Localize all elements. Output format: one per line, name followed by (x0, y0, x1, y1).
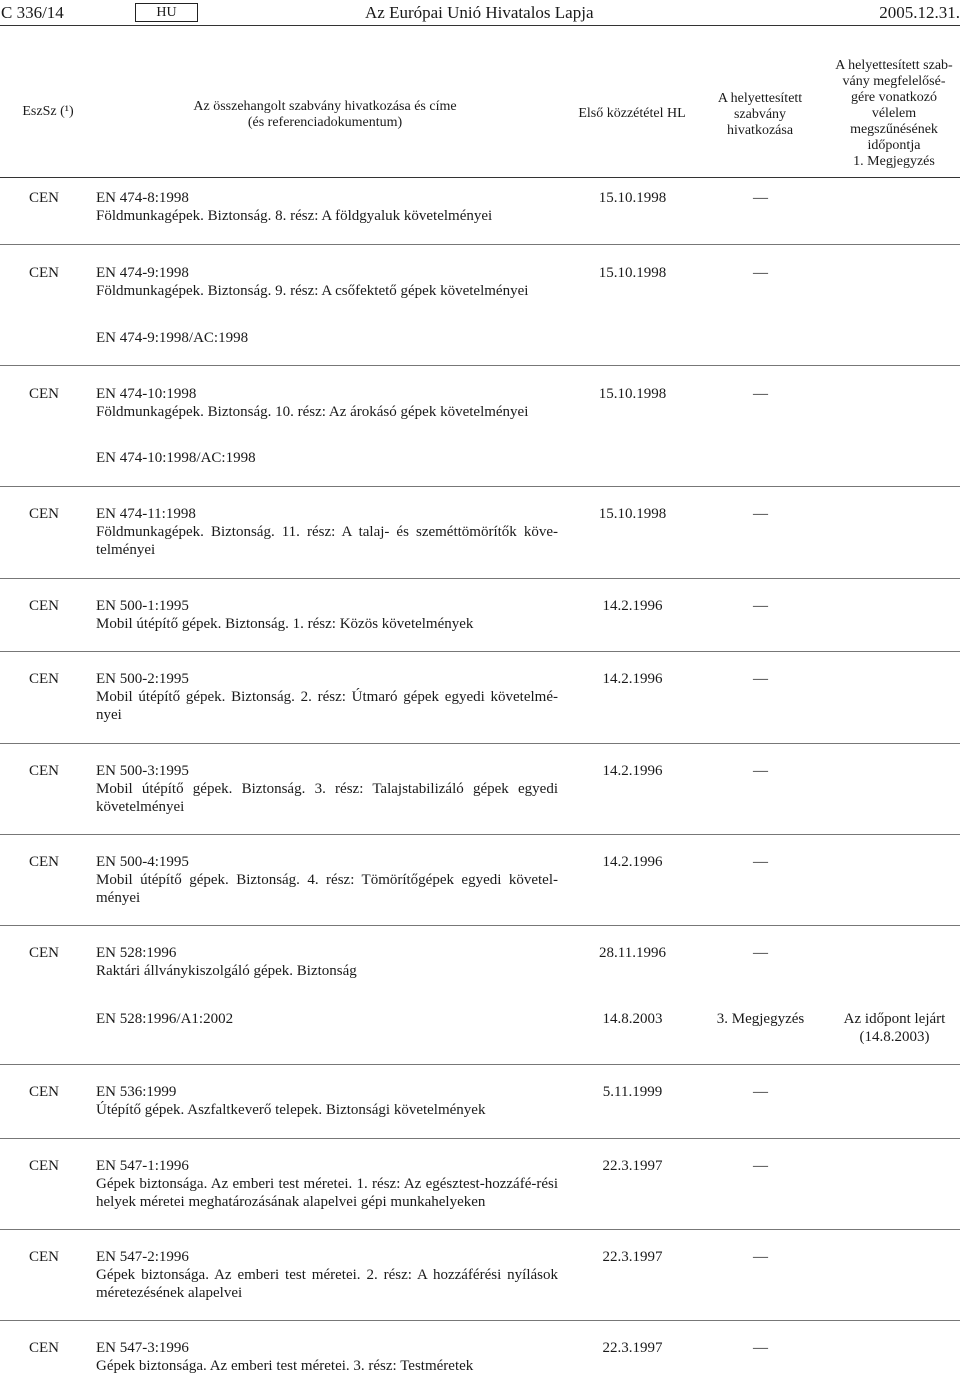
replaced-standard-ref: — (753, 1084, 768, 1100)
standard-title: Gépek biztonsága. Az emberi test méretei. 3. rész: Testméretek (96, 1358, 474, 1374)
standard-code: EN 547-3:1996 (96, 1340, 189, 1356)
header-rule (0, 25, 960, 26)
standard-code: EN 547-1:1996 (96, 1158, 189, 1174)
row-separator (0, 1229, 960, 1230)
org-code: CEN (29, 854, 59, 870)
standard-description (96, 670, 558, 724)
standard-description (96, 1010, 558, 1028)
row-separator (0, 1064, 960, 1065)
row-separator (0, 1320, 960, 1321)
amendment-code: EN 528:1996/A1:2002 (96, 1011, 234, 1027)
standard-title: Földmunkagépek. Biztonság. 9. rész: A csőfektető gépek követelményei (96, 283, 529, 299)
org-code: CEN (29, 1084, 59, 1100)
first-publication-date: 15.10.1998 (598, 190, 667, 206)
standard-title: Mobil útépítő gépek. Biztonság. 1. rész: Közös követelmények (96, 616, 474, 632)
first-publication-date: 14.8.2003 (602, 1011, 663, 1027)
row-separator (0, 578, 960, 579)
replaced-standard-ref: — (753, 265, 768, 281)
org-code: CEN (29, 190, 59, 206)
replaced-standard-ref: — (753, 386, 768, 402)
standard-description (96, 449, 558, 467)
org-code: CEN (29, 265, 59, 281)
standard-description (96, 385, 558, 421)
org-code: CEN (29, 1340, 59, 1356)
standard-description (96, 329, 558, 347)
replaced-standard-ref: — (753, 598, 768, 614)
col-header-replaced-ref: A helyettesített szabvány hivatkozása (717, 91, 803, 138)
standard-title: Földmunkagépek. Biztonság. 8. rész: A földgyaluk követelményei (96, 208, 493, 224)
row-separator (0, 651, 960, 652)
first-publication-date: 15.10.1998 (598, 386, 667, 402)
first-publication-date: 15.10.1998 (598, 506, 667, 522)
org-code: CEN (29, 1249, 59, 1265)
first-publication-date: 14.2.1996 (602, 671, 663, 687)
standard-description (96, 1339, 558, 1375)
journal-title: Az Európai Unió Hivatalos Lapja (365, 3, 594, 22)
page-reference: C 336/14 (1, 3, 64, 22)
org-code: CEN (29, 671, 59, 687)
standard-description (96, 853, 558, 907)
standard-title: Mobil útépítő gépek. Biztonság. 4. rész: Tömörítőgépek egyedi követel-ményei (96, 872, 558, 906)
col-header-first-pub: Első közzététel HL (578, 106, 686, 121)
standard-code: EN 474-9:1998 (96, 265, 189, 281)
standard-description (96, 264, 558, 300)
standard-title: Gépek biztonsága. Az emberi test méretei. 2. rész: A hozzáférési nyílások méretezésének alapelvei (96, 1267, 558, 1301)
standard-code: EN 500-4:1995 (96, 854, 189, 870)
first-publication-date: 14.2.1996 (602, 763, 663, 779)
standard-title: Földmunkagépek. Biztonság. 11. rész: A talaj- és szeméttömörítők köve-telményei (96, 524, 558, 558)
replaced-standard-ref: — (753, 945, 768, 961)
row-separator (0, 486, 960, 487)
standard-code: EN 474-11:1998 (96, 506, 196, 522)
standard-description (96, 762, 558, 816)
standard-code: EN 547-2:1996 (96, 1249, 189, 1265)
standard-description (96, 1157, 558, 1211)
page-header (0, 0, 960, 22)
org-code: CEN (29, 386, 59, 402)
amendment-code: EN 474-10:1998/AC:1998 (96, 450, 256, 466)
row-separator (0, 244, 960, 245)
replaced-standard-ref: — (753, 671, 768, 687)
row-separator (0, 743, 960, 744)
standard-description (96, 944, 558, 980)
org-code: CEN (29, 598, 59, 614)
standard-title: Raktári állványkiszolgáló gépek. Biztonság (96, 963, 357, 979)
row-separator (0, 1138, 960, 1139)
issue-date: 2005.12.31. (879, 3, 960, 22)
replaced-standard-ref: — (753, 1249, 768, 1265)
col-header-title: Az összehangolt szabvány hivatkozása és címe (és referenciadokumentum) (193, 99, 457, 130)
replaced-standard-ref: — (753, 854, 768, 870)
col-header-cessation: A helyettesített szab- vány megfelelősé- gére vonatkozó vélelem megszűnésének időpontja 1. Megjegyzés (835, 58, 953, 169)
standard-description (96, 1248, 558, 1302)
first-publication-date: 22.3.1997 (602, 1340, 663, 1356)
org-code: CEN (29, 763, 59, 779)
row-separator (0, 834, 960, 835)
standard-description (96, 505, 558, 559)
first-publication-date: 28.11.1996 (599, 945, 666, 961)
standard-code: EN 536:1999 (96, 1084, 177, 1100)
replaced-standard-ref: — (753, 763, 768, 779)
first-publication-date: 15.10.1998 (598, 265, 667, 281)
standard-description (96, 189, 558, 225)
row-separator (0, 925, 960, 926)
standard-code: EN 474-10:1998 (96, 386, 197, 402)
row-separator (0, 365, 960, 366)
standard-title: Mobil útépítő gépek. Biztonság. 3. rész: Talajstabilizáló gépek egyedi követelményei (96, 781, 558, 815)
first-publication-date: 14.2.1996 (602, 854, 663, 870)
first-publication-date: 22.3.1997 (602, 1158, 663, 1174)
standard-code: EN 474-8:1998 (96, 190, 189, 206)
col-header-esz: EszSz (¹) (22, 104, 74, 119)
first-publication-date: 14.2.1996 (602, 598, 663, 614)
table-header-rule (0, 177, 960, 178)
standard-title: Földmunkagépek. Biztonság. 10. rész: Az árokásó gépek követelményei (96, 404, 529, 420)
standard-description (96, 1083, 558, 1119)
amendment-code: EN 474-9:1998/AC:1998 (96, 330, 249, 346)
standard-code: EN 500-1:1995 (96, 598, 189, 614)
replaced-standard-ref: — (753, 1340, 768, 1356)
first-publication-date: 22.3.1997 (602, 1249, 663, 1265)
org-code: CEN (29, 1158, 59, 1174)
org-code: CEN (29, 506, 59, 522)
standard-code: EN 500-2:1995 (96, 671, 189, 687)
language-badge: HU (135, 3, 198, 22)
replaced-standard-ref: — (753, 190, 768, 206)
first-publication-date: 5.11.1999 (602, 1084, 663, 1100)
standard-title: Mobil útépítő gépek. Biztonság. 2. rész: Útmaró gépek egyedi követelmé-nyei (96, 689, 558, 723)
standard-code: EN 528:1996 (96, 945, 177, 961)
standard-code: EN 500-3:1995 (96, 763, 189, 779)
standard-title: Útépítő gépek. Aszfaltkeverő telepek. Biztonsági követelmények (96, 1102, 486, 1118)
standard-description (96, 597, 558, 633)
org-code: CEN (29, 945, 59, 961)
replaced-standard-ref: — (753, 506, 768, 522)
cessation-date: Az időpont lejárt (14.8.2003) (843, 1011, 946, 1045)
replaced-standard-ref: — (753, 1158, 768, 1174)
replaced-standard-ref: 3. Megjegyzés (716, 1011, 805, 1027)
standard-title: Gépek biztonsága. Az emberi test méretei. 1. rész: Az egésztest-hozzáfé-rési helyek méretei meghatározásának alapelvei gépi munkahelyeken (96, 1176, 558, 1210)
